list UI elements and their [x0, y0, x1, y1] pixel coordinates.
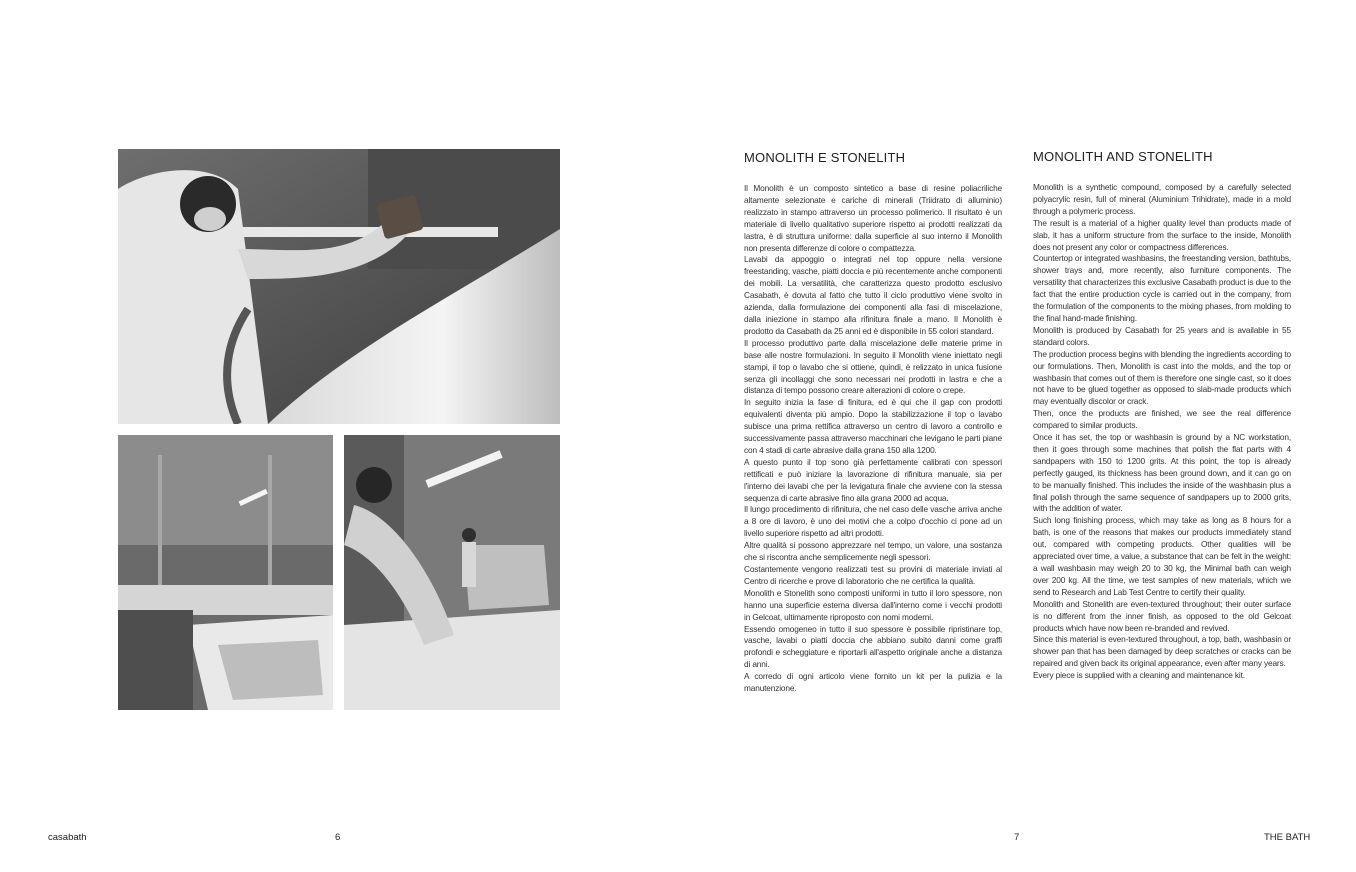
italian-paragraph: Essendo omogeneo in tutto il suo spessore è possibile ripristinare top, vasche, lavabi o piatti doccia che abbiano subito danni come graffi profondi e scheggiature e riportarli all'aspetto originale anche a distanza di anni. — [744, 623, 1002, 670]
italian-title: MONOLITH E STONELITH — [744, 150, 906, 165]
english-paragraph: Countertop or integrated washbasins, the freestanding version, bathtubs, shower trays and, more recently, also furniture components. The versatility that characterizes this exclusive Casabath product is due to the fact that the entire production cycle is carried out in the company, from the formulation of the components to the mixing phases, from molding to the final hand-made finishing. — [1033, 253, 1291, 323]
italian-paragraph: Costantemente vengono realizzati test su provini di materiale inviati al Centro di ricerche e prove di laboratorio che ne certifica la qualità. — [744, 564, 1002, 586]
english-paragraph: Once it has set, the top or washbasin is ground by a NC workstation, then it goes through some machines that polish the flat parts with 4 sandpapers with 150 to 1200 grits. At this point, the top is already perfectly gauged, its thickness has been ground down, and it can go on to be manually finished. This includes the inside of the washbasin plus a final polish through the same sequence of sandpapers up to 2000 grits, with the addition of water. — [1033, 432, 1291, 514]
italian-paragraph: Altre qualità si possono apprezzare nel tempo, un valore, una sostanza che si riscontra anche semplicemente negli spessori. — [744, 540, 1002, 563]
italian-paragraph: A corredo di ogni articolo viene fornito un kit per la pulizia e la manutenzione. — [744, 671, 1002, 694]
italian-paragraph: Il processo produttivo parte dalla miscelazione delle materie prime in base alle nostre formulazioni. In seguito il Monolith viene iniettato negli stampi, il top o lavabo che si ottiene, quindi, è relizzato in unica fusione senza gli incollaggi che sono necessari nei prodotti in lastra e che a distanza di tempo possono creare alterazioni di colore o crepe. — [744, 337, 1002, 396]
english-paragraph: Monolith is a synthetic compound, composed by a carefully selected polyacrylic resin, full of mineral (Aluminium Trihidrate), made in a mold through a polymeric process. — [1033, 182, 1291, 216]
italian-body — [744, 183, 1002, 695]
english-paragraph: The production process begins with blending the ingredients according to our formulations. Then, Monolith is cast into the molds, and the top or washbasin that comes out of them is therefore one single cast, so it does not have to be glued together as opposed to slab-made products which may eventually discolor or crack. — [1033, 348, 1291, 407]
worker-sanding-bathtub-photo — [118, 149, 560, 424]
factory-workshop-photo — [118, 435, 333, 710]
page-number-right: 7 — [1014, 832, 1020, 843]
english-body — [1033, 182, 1291, 682]
italian-paragraph: Lavabi da appoggio o integrati nel top oppure nella versione freestanding, vasche, piatti doccia e più recentemente anche componenti dei mobili. La versatilità, che caratterizza questo prodotto esclusivo Casabath, è dovuta al fatto che tutto il ciclo produttivo viene svolto in azienda, dalla formulazione dei componenti alla fasi di miscelazione, dalla iniezione in stampo alla rifinitura finale a mano. Il Monolith è prodotto da Casabath da 25 anni ed è disponibile in 55 colori standard. — [744, 254, 1002, 336]
english-paragraph: Monolith and Stonelith are even-textured throughout; their outer surface is no different from the inner finish, as opposed to the old Gelcoat products which have now been re-branded and revived. — [1033, 598, 1291, 633]
english-paragraph: Every piece is supplied with a cleaning and maintenance kit. — [1033, 670, 1245, 681]
english-title: MONOLITH AND STONELITH — [1033, 149, 1213, 164]
italian-paragraph: Il Monolith è un composto sintetico a base di resine poliacriliche altamente selezionate e cariche di minerali (Triidrato di alluminio) realizzato in stampo attraverso un processo polimerico. Il risultato è un materiale di livello qualitativo superiore rispetto ai prodotti realizzati da lastra, è di struttura uniforme: dalla superficie al suo interno il Monolith non presenta differenze di colore o compattezza. — [744, 183, 1002, 253]
footer-section-title: THE BATH — [1264, 832, 1311, 843]
italian-paragraph: A questo punto il top sono già perfettamente calibrati con spessori rettificati e può iniziare la lavorazione di rifinitura manuale, sia per l'interno dei lavabi che per la levigatura finale che avviene con la stessa sequenza di carte abrasive fino alla grana 2000 ad acqua. — [744, 456, 1002, 503]
italian-paragraph: In seguito inizia la fase di finitura, ed è qui che il gap con prodotti equivalenti diventa più ampio. Dopo la stabilizzazione il top o lavabo subisce una prima rettifica attraverso un centro di lavoro a controllo e successivamente passa attraverso macchinari che levigano le parti piane con 4 stadi di carte abrasive dalla grana 150 alla 1200. — [744, 397, 1002, 455]
page-number-left: 6 — [335, 832, 341, 843]
english-paragraph: Monolith is produced by Casabath for 25 years and is available in 55 standard colors. — [1033, 324, 1291, 347]
italian-paragraph: Monolith e Stonelith sono composti uniformi in tutto il loro spessore, non hanno una superficie esterna diversa dall'interno come i vecchi prodotti in Gelcoat, ultimamente riproposto con nomi moderni. — [744, 587, 1002, 622]
footer-brand: casabath — [48, 832, 87, 843]
english-text-column — [1033, 150, 1291, 682]
english-paragraph: Such long finishing process, which may take as long as 8 hours for a bath, is one of the reasons that makes our products immediately stand out, compared with competing products. Other qualities will be appreciated over time, a value, a substance that can be felt in the weight: a wall washbasin may weigh 20 to 30 kg, the Minimal bath can weigh over 200 kg. All the time, we test samples of new materials, which we send to Research and Lab Test Centre to certify their quality. — [1033, 515, 1291, 597]
english-paragraph: Then, once the products are finished, we see the real difference compared to similar products. — [1033, 408, 1291, 431]
worker-finishing-surface-photo — [344, 435, 560, 710]
english-paragraph: The result is a material of a higher quality level than products made of slab, it has a uniform structure from the surface to the inside, Monolith does not present any color or compactness differences. — [1033, 217, 1291, 252]
italian-text-column — [744, 150, 1002, 695]
english-paragraph: Since this material is even-textured throughout, a top, bath, washbasin or shower pan that has been damaged by deep scratches or cracks can be repaired and given back its original appearance, even after many years. — [1033, 634, 1291, 669]
italian-paragraph: Il lungo procedimento di rifinitura, che nel caso delle vasche arriva anche a 8 ore di lavoro, è uno dei motivi che a colpo d'occhio ci pone ad un livello superiore rispetto ad altri prodotti. — [744, 504, 1002, 539]
